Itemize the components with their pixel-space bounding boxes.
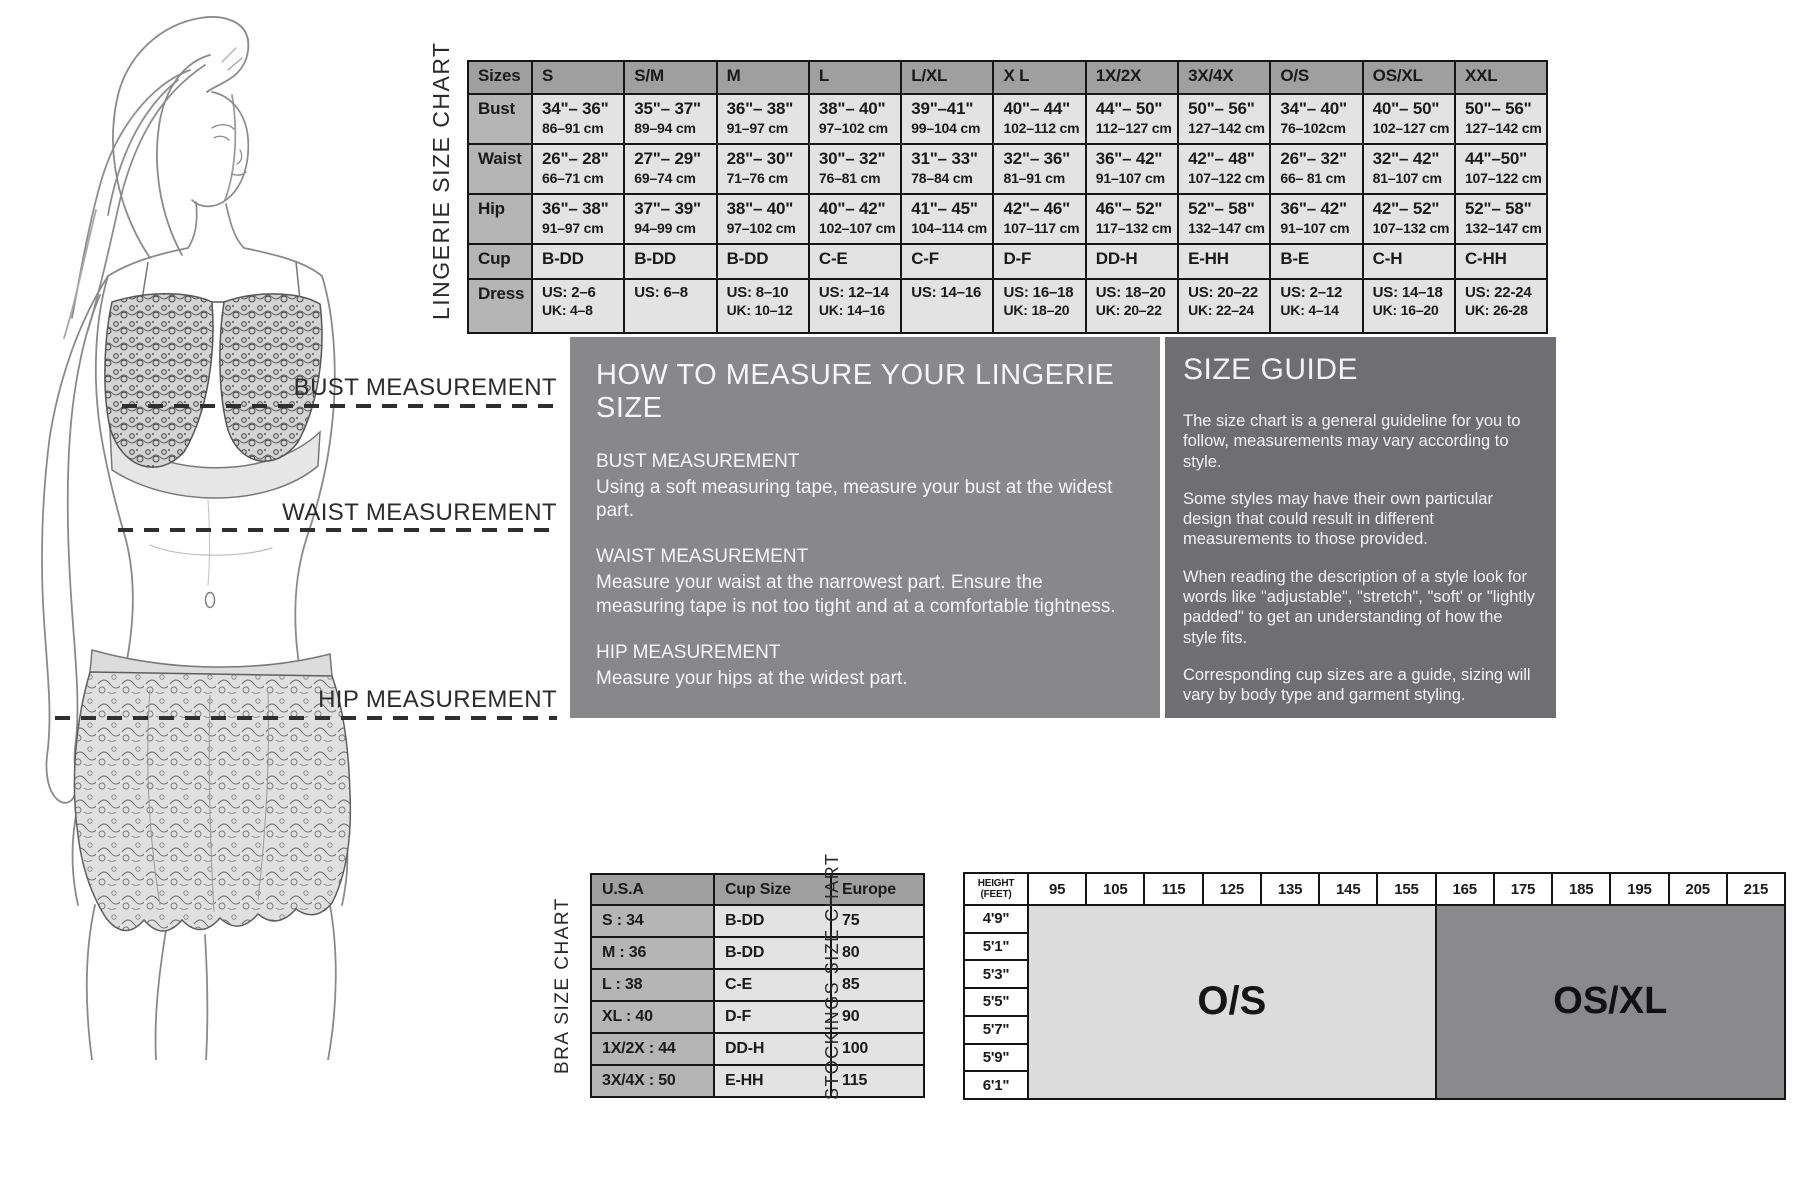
stockings-weight-header: 115 xyxy=(1145,874,1201,904)
cell-line-2: 66– 81 cm xyxy=(1280,170,1346,186)
cell-line-2: 81–91 cm xyxy=(1003,170,1065,186)
row-header: Waist xyxy=(468,144,532,194)
cell-line-1: US: 14–18 xyxy=(1372,284,1443,301)
cell-line-1: 52"– 58" xyxy=(1464,199,1532,218)
bra-europe-cell: 90 xyxy=(831,1001,924,1033)
cell-line-1: 30"– 32" xyxy=(818,149,886,168)
bra-table-row xyxy=(591,1033,924,1065)
stockings-weight-header: 105 xyxy=(1087,874,1143,904)
lingerie-cell xyxy=(1086,94,1178,144)
cell-line-1: 44"– 50" xyxy=(1095,99,1163,118)
hip-measurement-label: HIP MEASUREMENT xyxy=(318,686,557,713)
cell-line-1: US: 6–8 xyxy=(634,284,688,301)
lingerie-table-row sizes xyxy=(468,61,1547,94)
bra-cup-cell: DD-H xyxy=(714,1033,831,1065)
cell-line-2: 94–99 cm xyxy=(634,220,696,236)
cell-line-2: 97–102 cm xyxy=(726,220,796,236)
lingerie-cell xyxy=(901,279,993,333)
lingerie-cell xyxy=(1178,144,1270,194)
bra-cup-cell: B-DD xyxy=(714,905,831,937)
cell-line-2: UK: 26-28 xyxy=(1464,302,1528,318)
cell-line-2: 78–84 cm xyxy=(911,170,973,186)
size-column-header xyxy=(1178,61,1270,94)
bra-cup-cell: E-HH xyxy=(714,1065,831,1097)
stockings-weight-header: 185 xyxy=(1553,874,1609,904)
hip-section-heading: HIP MEASUREMENT xyxy=(596,641,781,663)
size-guide-paragraph: Corresponding cup sizes are a guide, sizing will vary by body type and garment styling. xyxy=(1183,665,1531,705)
cell-line-1: 3X/4X xyxy=(1188,66,1234,85)
lingerie-cell xyxy=(809,244,901,279)
lingerie-cell xyxy=(1086,194,1178,244)
cell-line-2: 107–122 cm xyxy=(1464,170,1542,186)
lingerie-cell xyxy=(1455,194,1547,244)
cell-line-1: C-HH xyxy=(1464,249,1507,268)
cell-line-1: US: 2–12 xyxy=(1280,284,1343,301)
cell-line-2: UK: 4–14 xyxy=(1280,302,1339,318)
bra-europe-cell: 80 xyxy=(831,937,924,969)
lingerie-cell xyxy=(993,144,1085,194)
stockings-height-label: 5'9" xyxy=(965,1045,1027,1071)
stockings-height-label: 4'9" xyxy=(965,906,1027,932)
cell-line-2: 132–147 cm xyxy=(1188,220,1265,236)
lingerie-cell xyxy=(1363,194,1455,244)
cell-line-1: OS/XL xyxy=(1372,66,1423,85)
cell-line-2: UK: 16–20 xyxy=(1372,302,1439,318)
lingerie-cell xyxy=(717,244,809,279)
cell-line-2: 91–97 cm xyxy=(542,220,604,236)
bra-europe-cell: 75 xyxy=(831,905,924,937)
lingerie-cell xyxy=(1178,194,1270,244)
cell-line-2: 107–122 cm xyxy=(1188,170,1265,186)
bra-europe-cell: 100 xyxy=(831,1033,924,1065)
size-guide-paragraph: When reading the description of a style look for words like "adjustable", "stretch", "soft' or "lightly padded" to get an understanding of how the style fits. xyxy=(1183,567,1535,647)
cell-line-1: XXL xyxy=(1464,66,1498,85)
cell-line-1: 27"– 29" xyxy=(634,149,701,168)
cell-line-1: 26"– 32" xyxy=(1280,149,1347,168)
cell-line-1: 32"– 42" xyxy=(1372,149,1440,168)
lingerie-cell xyxy=(1363,244,1455,279)
bra-usa-cell: L : 38 xyxy=(591,969,714,1001)
lingerie-cell xyxy=(1178,244,1270,279)
bra-usa-cell: 3X/4X : 50 xyxy=(591,1065,714,1097)
lingerie-size-chart xyxy=(467,60,1546,320)
waist-measurement-label: WAIST MEASUREMENT xyxy=(282,499,557,526)
cell-line-2: 107–117 cm xyxy=(1003,220,1080,236)
cell-line-1: B-E xyxy=(1280,249,1310,268)
cell-line-2: 127–142 cm xyxy=(1464,120,1542,136)
lingerie-cell xyxy=(1363,144,1455,194)
stockings-osxl-region: OS/XL xyxy=(1437,906,1784,1098)
cell-line-1: 40"– 42" xyxy=(818,199,886,218)
cell-line-1: L/XL xyxy=(911,66,948,85)
cell-line-2: 86–91 cm xyxy=(542,120,604,136)
cell-line-1: 46"– 52" xyxy=(1095,199,1163,218)
lingerie-cell xyxy=(532,94,624,144)
lingerie-table-row bust xyxy=(468,94,1547,144)
stockings-height-label: 5'1" xyxy=(965,934,1027,960)
cell-line-2: 117–132 cm xyxy=(1095,220,1172,236)
cell-line-1: B-DD xyxy=(726,249,769,268)
lingerie-cell xyxy=(1455,279,1547,333)
cell-line-1: C-H xyxy=(1372,249,1403,268)
stockings-weight-header: 215 xyxy=(1728,874,1784,904)
bra-usa-cell: 1X/2X : 44 xyxy=(591,1033,714,1065)
cell-line-2: 102–107 cm xyxy=(818,220,896,236)
lingerie-cell xyxy=(901,94,993,144)
bra-column-header: U.S.A xyxy=(591,874,714,905)
stockings-weight-header: 205 xyxy=(1670,874,1726,904)
cell-line-2: 76–102cm xyxy=(1280,120,1346,136)
stockings-chart-vertical-label: STOCKINGS SIZE CHART xyxy=(822,852,842,1100)
size-column-header xyxy=(809,61,901,94)
cell-line-2: 107–132 cm xyxy=(1372,220,1450,236)
cell-line-1: 40"– 50" xyxy=(1372,99,1440,118)
cell-line-1: S/M xyxy=(634,66,664,85)
stockings-weight-header: 155 xyxy=(1378,874,1434,904)
cell-line-2: 76–81 cm xyxy=(818,170,881,186)
cell-line-2: 91–107 cm xyxy=(1280,220,1350,236)
cell-line-1: 41"– 45" xyxy=(911,199,978,218)
size-column-header xyxy=(1455,61,1547,94)
cell-line-1: US: 2–6 xyxy=(542,284,596,301)
bra-usa-cell: M : 36 xyxy=(591,937,714,969)
row-header: Sizes xyxy=(468,61,532,94)
size-column-header xyxy=(993,61,1085,94)
size-column-header xyxy=(901,61,993,94)
cell-line-1: S xyxy=(542,66,554,85)
cell-line-1: C-F xyxy=(911,249,939,268)
how-to-measure-box xyxy=(570,337,1160,718)
bra-europe-cell: 85 xyxy=(831,969,924,1001)
row-header: Bust xyxy=(468,94,532,144)
lingerie-cell xyxy=(717,144,809,194)
lingerie-cell xyxy=(1086,244,1178,279)
cell-line-1: 34"– 36" xyxy=(542,99,609,118)
lingerie-cell xyxy=(1363,94,1455,144)
bra-cup-cell: D-F xyxy=(714,1001,831,1033)
stockings-weight-header: 145 xyxy=(1320,874,1376,904)
bust-section-heading: BUST MEASUREMENT xyxy=(596,451,800,472)
stockings-weight-header: 125 xyxy=(1204,874,1260,904)
cell-line-2: 71–76 cm xyxy=(726,170,789,186)
sketch-face xyxy=(188,92,248,248)
cell-line-1: X L xyxy=(1003,66,1030,85)
bra-size-chart xyxy=(590,852,923,1100)
cell-line-2: 112–127 cm xyxy=(1095,120,1172,136)
hip-dashed-line xyxy=(55,716,557,720)
cell-line-2: 69–74 cm xyxy=(634,170,696,186)
lingerie-table-row dress xyxy=(468,279,1547,333)
cell-line-1: 37"– 39" xyxy=(634,199,701,218)
cell-line-2: 97–102 cm xyxy=(818,120,888,136)
cell-line-1: 42"– 46" xyxy=(1003,199,1071,218)
waist-section-heading: WAIST MEASUREMENT xyxy=(596,546,809,568)
lingerie-cell xyxy=(624,279,716,333)
lingerie-chart-vertical-label: LINGERIE SIZE CHART xyxy=(428,41,454,320)
lingerie-cell xyxy=(1178,279,1270,333)
cell-line-1: 50"– 56" xyxy=(1464,99,1532,118)
bust-section-body: Using a soft measuring tape, measure your bust at the widest part. xyxy=(596,477,1113,522)
lingerie-cell xyxy=(809,144,901,194)
size-guide-paragraph: Some styles may have their own particular design that could result in different measurements to those provided. xyxy=(1183,489,1493,549)
stockings-height-label: 5'3" xyxy=(965,961,1027,987)
bra-cup-cell: B-DD xyxy=(714,937,831,969)
cell-line-1: O/S xyxy=(1280,66,1310,85)
lingerie-cell xyxy=(993,94,1085,144)
cell-line-1: 1X/2X xyxy=(1095,66,1142,85)
size-column-header xyxy=(1363,61,1455,94)
bra-table-row xyxy=(591,1001,924,1033)
lingerie-cell xyxy=(1270,194,1362,244)
stockings-weight-header: 135 xyxy=(1262,874,1318,904)
how-to-measure-title: HOW TO MEASURE YOUR LINGERIE SIZE xyxy=(596,359,1115,424)
stockings-height-label: 6'1" xyxy=(965,1072,1027,1098)
cell-line-1: 38"– 40" xyxy=(726,199,794,218)
stockings-weight-header: 175 xyxy=(1495,874,1551,904)
bust-dashed-line xyxy=(122,404,557,408)
lingerie-cell xyxy=(809,94,901,144)
cell-line-1: M xyxy=(726,66,741,85)
lingerie-cell xyxy=(1270,244,1362,279)
cell-line-1: US: 16–18 xyxy=(1003,284,1074,301)
lingerie-cell xyxy=(532,244,624,279)
cell-line-2: UK: 14–16 xyxy=(818,302,885,318)
lingerie-cell xyxy=(717,194,809,244)
cell-line-1: 32"– 36" xyxy=(1003,149,1071,168)
cell-line-1: 39"–41" xyxy=(911,99,974,118)
hip-section-body: Measure your hips at the widest part. xyxy=(596,667,908,689)
cell-line-1: 40"– 44" xyxy=(1003,99,1071,118)
stockings-size-chart xyxy=(963,872,1786,1100)
cell-line-2: 99–104 cm xyxy=(911,120,981,136)
size-guide-title: SIZE GUIDE xyxy=(1183,353,1359,386)
cell-line-2: UK: 10–12 xyxy=(726,302,793,318)
stockings-height-label: 5'7" xyxy=(965,1017,1027,1043)
lingerie-cell xyxy=(532,144,624,194)
cell-line-1: E-HH xyxy=(1188,249,1229,268)
lingerie-cell xyxy=(717,94,809,144)
cell-line-1: 36"– 38" xyxy=(726,99,794,118)
lingerie-cell xyxy=(993,194,1085,244)
cell-line-1: 42"– 52" xyxy=(1372,199,1440,218)
lingerie-cell xyxy=(809,194,901,244)
cell-line-1: 38"– 40" xyxy=(818,99,886,118)
lingerie-table-row hip xyxy=(468,194,1547,244)
bra-usa-cell: XL : 40 xyxy=(591,1001,714,1033)
lingerie-cell xyxy=(1455,144,1547,194)
lingerie-cell xyxy=(1270,279,1362,333)
bra-column-header: Cup Size xyxy=(714,874,831,905)
lingerie-cell xyxy=(809,279,901,333)
cell-line-1: US: 18–20 xyxy=(1095,284,1166,301)
cell-line-2: 132–147 cm xyxy=(1464,220,1542,236)
lingerie-table-row waist xyxy=(468,144,1547,194)
cell-line-1: US: 12–14 xyxy=(818,284,889,301)
cell-line-2: 89–94 cm xyxy=(634,120,696,136)
bra-cup-cell: C-E xyxy=(714,969,831,1001)
lingerie-cell xyxy=(717,279,809,333)
bra-table-row xyxy=(591,1065,924,1097)
cell-line-1: DD-H xyxy=(1095,249,1138,268)
cell-line-1: 42"– 48" xyxy=(1188,149,1255,168)
stockings-height-header xyxy=(965,874,1027,904)
bra-size-table xyxy=(590,852,925,1100)
stockings-os-region: O/S xyxy=(1029,906,1435,1098)
cell-line-2: 66–71 cm xyxy=(542,170,604,186)
cell-line-1: 36"– 38" xyxy=(542,199,609,218)
row-header: Dress xyxy=(468,279,532,333)
bust-measurement-label: BUST MEASUREMENT xyxy=(293,374,557,401)
lingerie-cell xyxy=(1455,94,1547,144)
cell-line-2: 102–112 cm xyxy=(1003,120,1080,136)
lingerie-cell xyxy=(624,244,716,279)
size-guide-box xyxy=(1165,337,1556,718)
lingerie-cell xyxy=(901,244,993,279)
cell-line-1: B-DD xyxy=(542,249,584,268)
lingerie-cell xyxy=(624,144,716,194)
cell-line-2: 91–97 cm xyxy=(726,120,789,136)
bra-table-row xyxy=(591,937,924,969)
bra-table-header-row xyxy=(591,874,924,905)
cell-line-2: 102–127 cm xyxy=(1372,120,1450,136)
cell-line-1: US: 14–16 xyxy=(911,284,982,301)
lingerie-cell xyxy=(1270,94,1362,144)
lingerie-cell xyxy=(1270,144,1362,194)
cell-line-1: 44"–50" xyxy=(1464,149,1527,168)
lingerie-cell xyxy=(901,144,993,194)
cell-line-1: US: 8–10 xyxy=(726,284,789,301)
sketch-bra xyxy=(105,262,322,498)
row-header: Cup xyxy=(468,244,532,279)
lingerie-cell xyxy=(532,279,624,333)
lingerie-cell xyxy=(901,194,993,244)
lingerie-cell xyxy=(1178,94,1270,144)
bra-column-header: Europe xyxy=(831,874,924,905)
lingerie-cell xyxy=(1363,279,1455,333)
cell-line-1: 50"– 56" xyxy=(1188,99,1255,118)
cell-line-1: 28"– 30" xyxy=(726,149,794,168)
lingerie-table-row cup xyxy=(468,244,1547,279)
cell-line-2: 81–107 cm xyxy=(1372,170,1442,186)
bra-europe-cell: 115 xyxy=(831,1065,924,1097)
lingerie-cell xyxy=(532,194,624,244)
cell-line-1: 31"– 33" xyxy=(911,149,978,168)
cell-line-1: US: 20–22 xyxy=(1188,284,1258,301)
waist-dashed-line xyxy=(118,528,557,532)
lingerie-cell xyxy=(624,194,716,244)
lingerie-cell xyxy=(993,279,1085,333)
stockings-weight-header: 195 xyxy=(1611,874,1667,904)
lingerie-size-table xyxy=(467,60,1548,334)
bra-chart-vertical-label: BRA SIZE CHART xyxy=(552,897,573,1075)
cell-line-1: B-DD xyxy=(634,249,676,268)
cell-line-1: 34"– 40" xyxy=(1280,99,1347,118)
size-guide-paragraph: The size chart is a general guideline for you to follow, measurements may vary according to style. xyxy=(1183,412,1521,471)
lingerie-cell xyxy=(1086,279,1178,333)
cell-line-1: 52"– 58" xyxy=(1188,199,1255,218)
stockings-height-label: 5'5" xyxy=(965,989,1027,1015)
cell-line-1: C-E xyxy=(818,249,848,268)
cell-line-2: UK: 4–8 xyxy=(542,302,593,318)
size-column-header xyxy=(1270,61,1362,94)
cell-line-2: 127–142 cm xyxy=(1188,120,1265,136)
bra-table-row xyxy=(591,905,924,937)
size-column-header xyxy=(1086,61,1178,94)
waist-section-body: Measure your waist at the narrowest part. Ensure the measuring tape is not too tight and at a comfortable tightness. xyxy=(596,572,1116,617)
size-column-header xyxy=(624,61,716,94)
lingerie-cell xyxy=(1086,144,1178,194)
cell-line-1: US: 22-24 xyxy=(1464,284,1532,301)
cell-line-2: UK: 22–24 xyxy=(1188,302,1254,318)
cell-line-1: 36"– 42" xyxy=(1095,149,1163,168)
cell-line-1: 36"– 42" xyxy=(1280,199,1347,218)
lingerie-cell xyxy=(1455,244,1547,279)
stockings-weight-header: 95 xyxy=(1029,874,1085,904)
cell-line-1: D-F xyxy=(1003,249,1032,268)
stockings-weight-header: 165 xyxy=(1437,874,1493,904)
row-header: Hip xyxy=(468,194,532,244)
height-header-line1: HEIGHT xyxy=(977,877,1015,889)
cell-line-1: 26"– 28" xyxy=(542,149,609,168)
cell-line-2: UK: 18–20 xyxy=(1003,302,1070,318)
lingerie-cell xyxy=(624,94,716,144)
height-header-line2: (FEET) xyxy=(980,889,1012,900)
bra-usa-cell: S : 34 xyxy=(591,905,714,937)
bra-table-row xyxy=(591,969,924,1001)
size-column-header xyxy=(532,61,624,94)
cell-line-2: 104–114 cm xyxy=(911,220,988,236)
cell-line-2: UK: 20–22 xyxy=(1095,302,1162,318)
cell-line-1: L xyxy=(818,66,830,85)
cell-line-1: 35"– 37" xyxy=(634,99,701,118)
cell-line-2: 91–107 cm xyxy=(1095,170,1165,186)
sketch-shorts xyxy=(74,650,350,931)
size-column-header xyxy=(717,61,809,94)
lingerie-cell xyxy=(993,244,1085,279)
